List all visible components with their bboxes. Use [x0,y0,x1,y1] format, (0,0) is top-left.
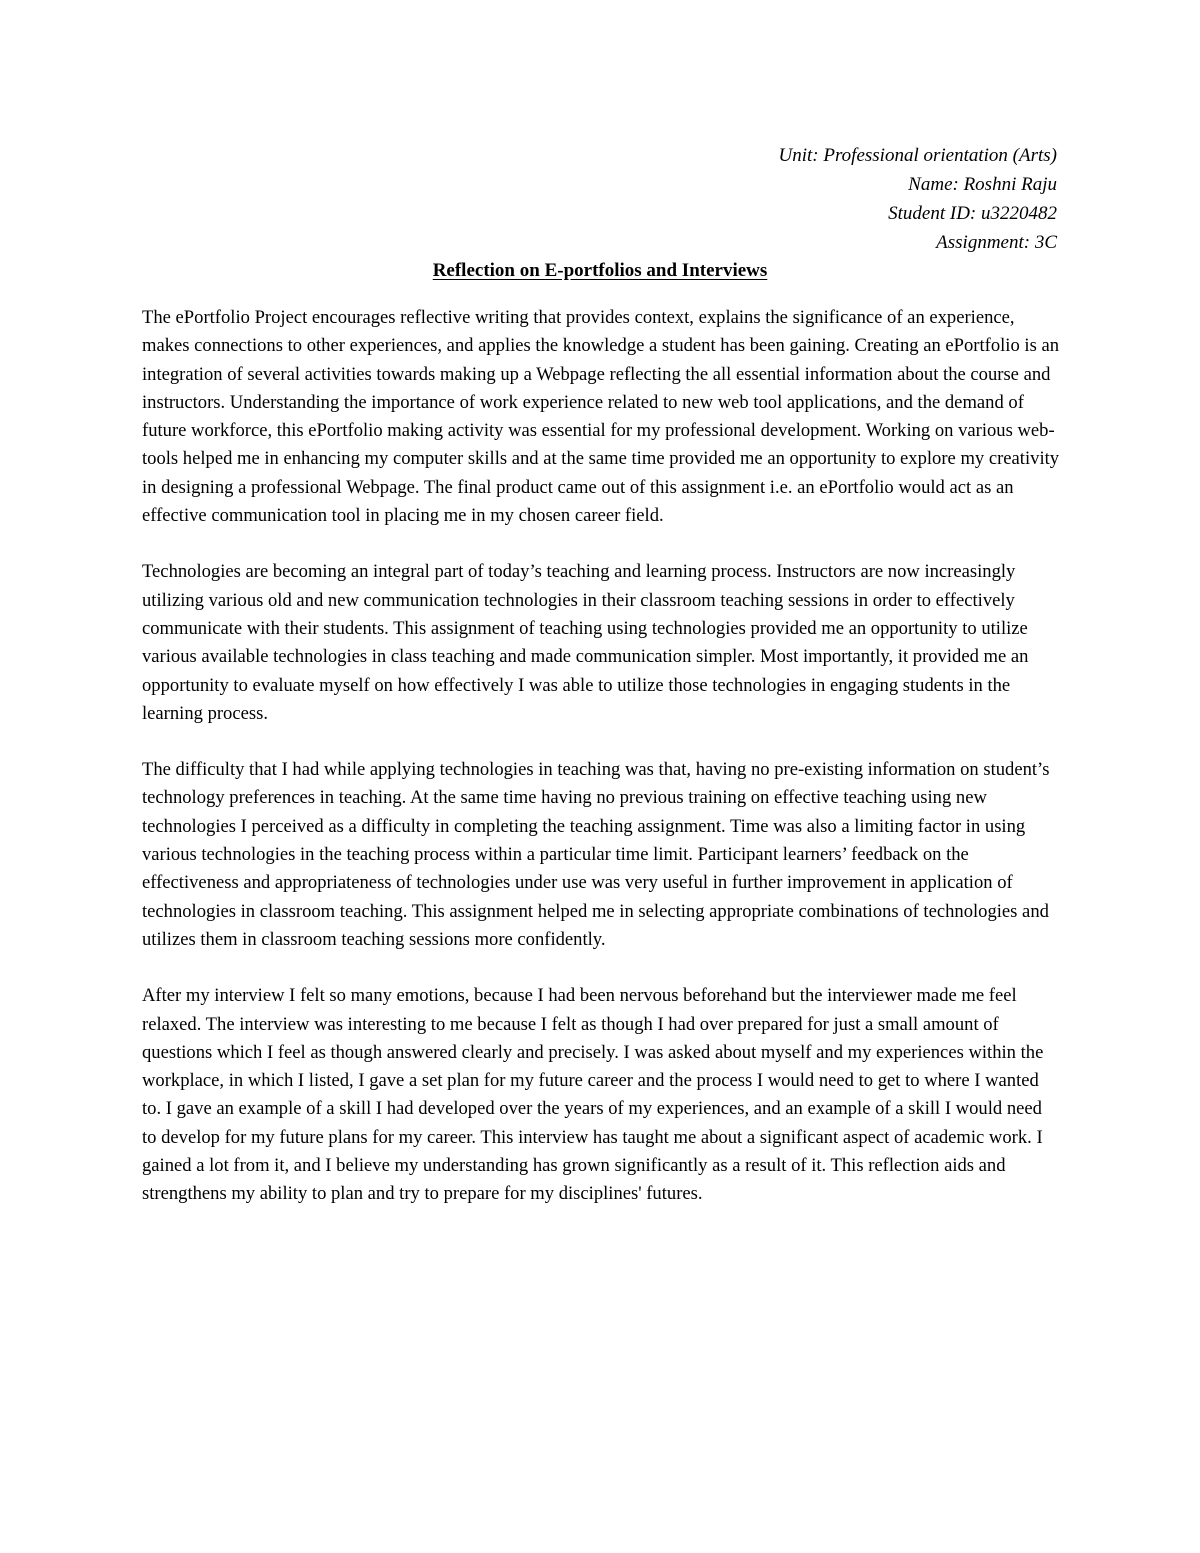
document-title-text: Reflection on E-portfolios and Interviews [432,260,768,281]
header-info [779,141,1057,257]
paragraph-difficulty: The difficulty that I had while applying technologies in teaching was that, having no pre-existing information on student’s technology preferences in teaching. At the same time having no previous training on effective teaching using new technologies I perceived as a difficulty in completing the teaching assignment. Time was also a limiting factor in using various technologies in the teaching process within a particular time limit. Participant learners’ feedback on the effectiveness and appropriateness of technologies under use was very useful in further improvement in application of technologies in classroom teaching. This assignment helped me in selecting appropriate combinations of technologies and utilizes them in classroom teaching sessions more confidently. [142,759,1050,950]
document-title [0,258,1200,284]
unit-line: Unit: Professional orientation (Arts) [778,145,1057,166]
name-line: Name: Roshni Raju [908,174,1057,195]
assignment-line: Assignment: 3C [936,232,1057,253]
student-id-line: Student ID: u3220482 [888,203,1057,224]
paragraph-technologies: Technologies are becoming an integral part of today’s teaching and learning process. Instructors are now increasingly utilizing various old and new communication technologies in their classroom teaching sessions in order to effectively communicate with their students. This assignment of teaching using technologies provided me an opportunity to utilize various available technologies in class teaching and made communication simpler. Most importantly, it provided me an opportunity to evaluate myself on how effectively I was able to utilize those technologies in engaging students in the learning process. [142,561,1029,724]
paragraph-interview: After my interview I felt so many emotions, because I had been nervous beforehand but the interviewer made me feel relaxed. The interview was interesting to me because I felt as though I had over prepared for just a small amount of questions which I feel as though answered clearly and precisely. I was asked about myself and my experiences within the workplace, in which I listed, I gave a set plan for my future career and the process I would need to get to where I wanted to. I gave an example of a skill I had developed over the years of my experiences, and an example of a skill I would need to develop for my future plans for my career. This interview has taught me about a significant aspect of academic work. I gained a lot from it, and I believe my understanding has grown significantly as a result of it. This reflection aids and strengthens my ability to plan and try to prepare for my disciplines' futures. [142,985,1044,1205]
paragraph-eportfolio: The ePortfolio Project encourages reflective writing that provides context, explains the significance of an experience, makes connections to other experiences, and applies the knowledge a student has been gaining. Creating an ePortfolio is an integration of several activities towards making up a Webpage reflecting the all essential information about the course and instructors. Understanding the importance of work experience related to new web tool applications, and the demand of future workforce, this ePortfolio making activity was essential for my professional development. Working on various web-tools helped me in enhancing my computer skills and at the same time provided me an opportunity to explore my creativity in designing a professional Webpage. The final product came out of this assignment i.e. an ePortfolio would act as an effective communication tool in placing me in my chosen career field. [142,307,1060,527]
document-body [142,304,1060,1237]
